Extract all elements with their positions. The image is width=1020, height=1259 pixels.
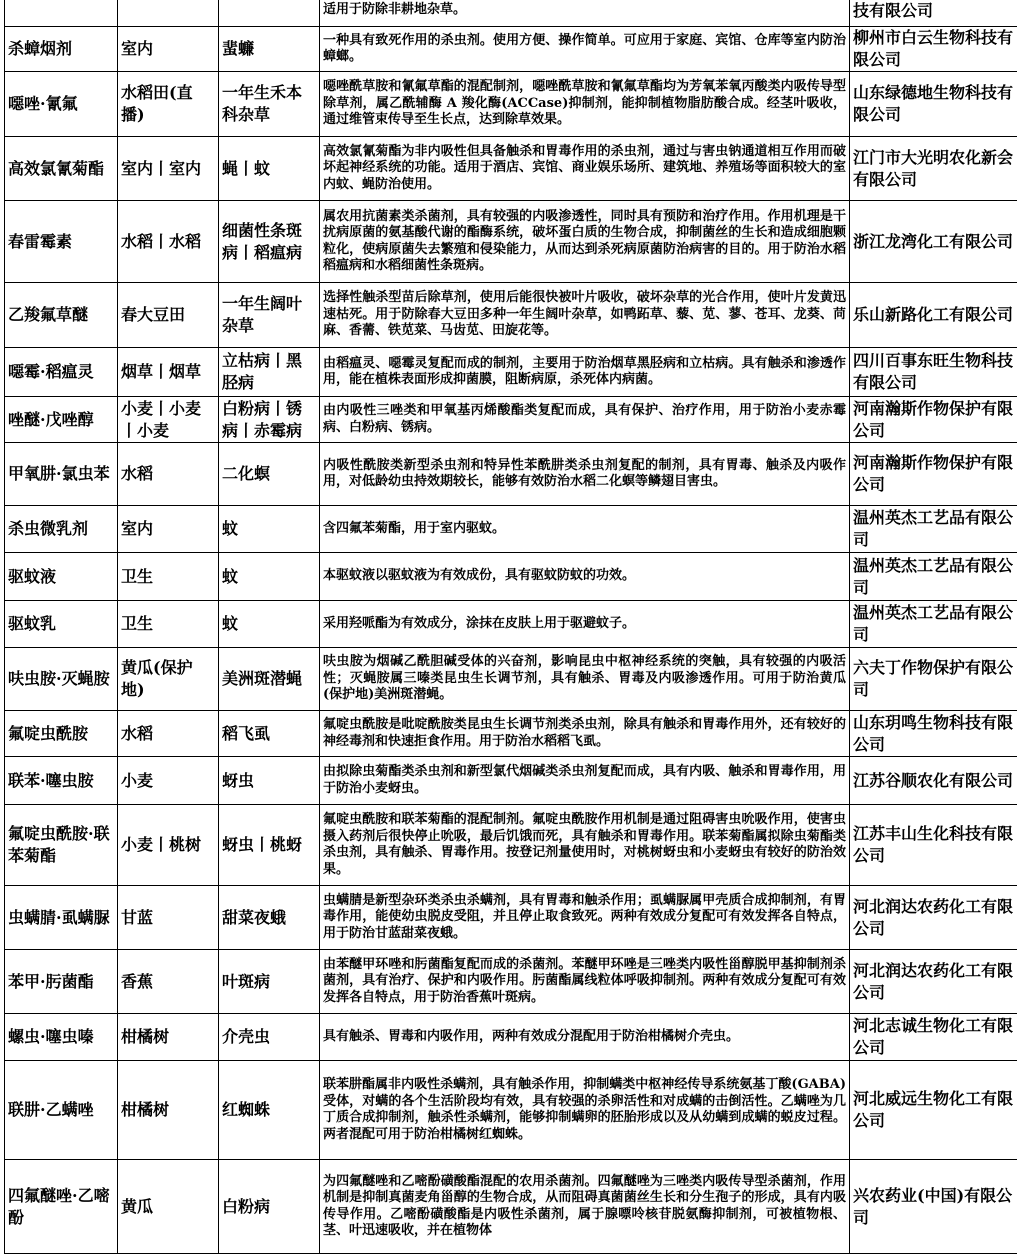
company-cell: 河北润达农药化工有限公司 — [850, 886, 1018, 950]
company-cell: 浙江龙湾化工有限公司 — [850, 201, 1018, 283]
description-cell: 呋虫胺为烟碱乙酰胆碱受体的兴奋剂，影响昆虫中枢神经系统的突触，具有较强的内吸活性；灭蝇胺属三嗪类昆虫生长调节剂，具有触杀、胃毒及内吸渗透作用。可用于防治黄瓜(保护地)美洲斑潜蝇。 — [320, 648, 850, 711]
company-cell: 江苏谷顺农化有限公司 — [850, 757, 1018, 805]
table-row — [5, 886, 1018, 950]
description-cell: 由苯醚甲环唑和肟菌酯复配而成的杀菌剂。苯醚甲环唑是三唑类内吸性甾醇脱甲基抑制剂杀菌剂，具有治疗、保护和内吸作用。肟菌酯属线粒体呼吸抑制剂。两种有效成分复配可有效发挥各自特点，用于防治香蕉叶斑病。 — [320, 950, 850, 1014]
product-name-cell: 苯甲·肟菌酯 — [5, 950, 118, 1014]
company-cell: 河南瀚斯作物保护有限公司 — [850, 397, 1018, 443]
target-pest-cell: 蜚蠊 — [219, 27, 320, 72]
table-row — [5, 757, 1018, 805]
description-cell: 含四氟苯菊酯，用于室内驱蚊。 — [320, 506, 850, 553]
crop-cell: 甘蓝 — [118, 886, 219, 950]
target-pest-cell: 介壳虫 — [219, 1014, 320, 1061]
crop-cell: 水稻丨水稻 — [118, 201, 219, 283]
crop-cell: 烟草丨烟草 — [118, 348, 219, 397]
description-cell: 为四氟醚唑和乙嘧酚磺酸酯混配的农用杀菌剂。四氟醚唑为三唑类内吸传导型杀菌剂，作用机制是抑制真菌麦角甾醇的生物合成，从而阻碍真菌菌丝生长和分生孢子的形成，具有内吸传导作用。乙嘧酚磺酸酯是内吸性杀菌剂，属于腺嘌呤核苷脱氨酶抑制剂，可被植物根、茎、叶迅速吸收，并在植物体 — [320, 1160, 850, 1254]
crop-cell: 室内 — [118, 506, 219, 553]
company-cell: 兴农药业(中国)有限公司 — [850, 1160, 1018, 1254]
table-row — [5, 137, 1018, 201]
pesticide-registration-table — [4, 0, 1017, 1254]
description-cell: 噁唑酰草胺和氰氟草酯的混配制剂，噁唑酰草胺和氰氟草酯均为芳氧苯氧丙酸类内吸传导型除草剂，属乙酰辅酶 A 羧化酶(ACCase)抑制剂，能抑制植物脂肪酸合成。经茎叶吸收，通过维管束传导至生长点，达到除草效果。 — [320, 72, 850, 137]
description-cell: 一种具有致死作用的杀虫剂。使用方便、操作简单。可应用于家庭、宾馆、仓库等室内防治蟑螂。 — [320, 27, 850, 72]
target-pest-cell: 蚜虫丨桃蚜 — [219, 805, 320, 886]
product-name-cell: 杀虫微乳剂 — [5, 506, 118, 553]
product-name-cell: 乙羧氟草醚 — [5, 283, 118, 348]
company-cell: 温州英杰工艺品有限公司 — [850, 553, 1018, 601]
target-pest-cell: 蚊 — [219, 553, 320, 601]
company-cell: 温州英杰工艺品有限公司 — [850, 601, 1018, 648]
target-pest-cell: 蝇丨蚊 — [219, 137, 320, 201]
crop-cell: 水稻 — [118, 443, 219, 506]
crop-cell — [118, 0, 219, 27]
product-name-cell: 甲氧肼·氯虫苯 — [5, 443, 118, 506]
product-name-cell: 噁霉·稻瘟灵 — [5, 348, 118, 397]
crop-cell: 卫生 — [118, 553, 219, 601]
product-name-cell: 螺虫·噻虫嗪 — [5, 1014, 118, 1061]
description-cell: 氟啶虫酰胺是吡啶酰胺类昆虫生长调节剂类杀虫剂，除具有触杀和胃毒作用外，还有较好的神经毒剂和快速拒食作用。用于防治水稻稻飞虱。 — [320, 711, 850, 757]
crop-cell: 小麦丨小麦丨小麦 — [118, 397, 219, 443]
crop-cell: 水稻 — [118, 711, 219, 757]
crop-cell: 小麦 — [118, 757, 219, 805]
crop-cell: 室内 — [118, 27, 219, 72]
description-cell: 适用于防除非耕地杂草。 — [320, 0, 850, 27]
description-cell: 内吸性酰胺类新型杀虫剂和特异性苯酰肼类杀虫剂复配的制剂，具有胃毒、触杀及内吸作用，对低龄幼虫持效期较长，能够有效防治水稻二化螟等鳞翅目害虫。 — [320, 443, 850, 506]
target-pest-cell: 白粉病 — [219, 1160, 320, 1254]
company-cell: 山东玥鸣生物科技有限公司 — [850, 711, 1018, 757]
crop-cell: 春大豆田 — [118, 283, 219, 348]
company-cell: 河北威远生物化工有限公司 — [850, 1061, 1018, 1160]
table-body — [5, 0, 1018, 1254]
table-row — [5, 553, 1018, 601]
description-cell: 由稻瘟灵、噁霉灵复配而成的制剂，主要用于防治烟草黑胫病和立枯病。具有触杀和渗透作用，能在植株表面形成抑菌膜，阻断病原，杀死体内病菌。 — [320, 348, 850, 397]
product-name-cell: 杀蟑烟剂 — [5, 27, 118, 72]
product-name-cell: 春雷霉素 — [5, 201, 118, 283]
target-pest-cell: 一年生禾本科杂草 — [219, 72, 320, 137]
table-row — [5, 711, 1018, 757]
description-cell: 联苯肼酯属非内吸性杀螨剂，具有触杀作用，抑制螨类中枢神经传导系统氨基丁酸(GABA)受体，对螨的各个生活阶段均有效，具有较强的杀卵活性和对成螨的击倒活性。乙螨唑为几丁质合成抑制剂，触杀性杀螨剂，能够抑制螨卵的胚胎形成以及从幼螨到成螨的蜕皮过程。两者混配可用于防治柑橘树红蜘蛛。 — [320, 1061, 850, 1160]
table-row — [5, 950, 1018, 1014]
target-pest-cell: 细菌性条斑病丨稻瘟病 — [219, 201, 320, 283]
company-cell: 技有限公司 — [850, 0, 1018, 27]
target-pest-cell: 红蜘蛛 — [219, 1061, 320, 1160]
crop-cell: 柑橘树 — [118, 1014, 219, 1061]
crop-cell: 柑橘树 — [118, 1061, 219, 1160]
product-name-cell: 驱蚊乳 — [5, 601, 118, 648]
description-cell: 具有触杀、胃毒和内吸作用，两种有效成分混配用于防治柑橘树介壳虫。 — [320, 1014, 850, 1061]
target-pest-cell: 白粉病丨锈病丨赤霉病 — [219, 397, 320, 443]
product-name-cell: 氟啶虫酰胺 — [5, 711, 118, 757]
table-row — [5, 506, 1018, 553]
table-row — [5, 1160, 1018, 1254]
table-row — [5, 72, 1018, 137]
crop-cell: 卫生 — [118, 601, 219, 648]
target-pest-cell: 二化螟 — [219, 443, 320, 506]
document-page — [4, 0, 1017, 1259]
target-pest-cell: 立枯病丨黑胫病 — [219, 348, 320, 397]
crop-cell: 香蕉 — [118, 950, 219, 1014]
table-row — [5, 601, 1018, 648]
table-row — [5, 283, 1018, 348]
description-cell: 虫螨腈是新型杂环类杀虫杀螨剂，具有胃毒和触杀作用；虱螨脲属甲壳质合成抑制剂，有胃毒作用，能使幼虫脱皮受阻，并且停止取食致死。两种有效成分复配可有效发挥各自特点，用于防治甘蓝甜菜夜蛾。 — [320, 886, 850, 950]
description-cell: 高效氯氰菊酯为非内吸性但具备触杀和胃毒作用的杀虫剂，通过与害虫钠通道相互作用而破坏起神经系统的功能。适用于酒店、宾馆、商业娱乐场所、建筑地、养殖场等面积较大的室内蚊、蝇防治使用。 — [320, 137, 850, 201]
table-row — [5, 201, 1018, 283]
product-name-cell — [5, 0, 118, 27]
description-cell: 氟啶虫酰胺和联苯菊酯的混配制剂。氟啶虫酰胺作用机制是通过阻碍害虫吮吸作用，使害虫摄入药剂后很快停止吮吸，最后饥饿而死，具有触杀和胃毒作用。联苯菊酯属拟除虫菊酯类杀虫剂，具有触杀、胃毒作用。按登记剂量使用时，对桃树蚜虫和小麦蚜虫有较好的防治效果。 — [320, 805, 850, 886]
target-pest-cell: 美洲斑潜蝇 — [219, 648, 320, 711]
description-cell: 由内吸性三唑类和甲氧基丙烯酸酯类复配而成，具有保护、治疗作用，用于防治小麦赤霉病、白粉病、锈病。 — [320, 397, 850, 443]
target-pest-cell: 甜菜夜蛾 — [219, 886, 320, 950]
description-cell: 采用羟哌酯为有效成分，涂抹在皮肤上用于驱避蚊子。 — [320, 601, 850, 648]
product-name-cell: 呋虫胺·灭蝇胺 — [5, 648, 118, 711]
company-cell: 河北润达农药化工有限公司 — [850, 950, 1018, 1014]
crop-cell: 水稻田(直播) — [118, 72, 219, 137]
table-row — [5, 805, 1018, 886]
product-name-cell: 联肼·乙螨唑 — [5, 1061, 118, 1160]
company-cell: 乐山新路化工有限公司 — [850, 283, 1018, 348]
table-row — [5, 1061, 1018, 1160]
description-cell: 属农用抗菌素类杀菌剂，具有较强的内吸渗透性，同时具有预防和治疗作用。作用机理是干扰病原菌的氨基酸代谢的酯酶系统，破坏蛋白质的生物合成，抑制菌丝的生长和造成细胞颗粒化，使病原菌失去繁殖和侵染能力，从而达到杀死病原菌防治病害的目的。用于防治水稻稻瘟病和水稻细菌性条斑病。 — [320, 201, 850, 283]
company-cell: 河南瀚斯作物保护有限公司 — [850, 443, 1018, 506]
product-name-cell: 驱蚊液 — [5, 553, 118, 601]
company-cell: 六夫丁作物保护有限公司 — [850, 648, 1018, 711]
company-cell: 河北志诚生物化工有限公司 — [850, 1014, 1018, 1061]
target-pest-cell: 一年生阔叶杂草 — [219, 283, 320, 348]
target-pest-cell — [219, 0, 320, 27]
table-row — [5, 0, 1018, 27]
company-cell: 柳州市白云生物科技有限公司 — [850, 27, 1018, 72]
description-cell: 由拟除虫菊酯类杀虫剂和新型氯代烟碱类杀虫剂复配而成，具有内吸、触杀和胃毒作用，用于防治小麦蚜虫。 — [320, 757, 850, 805]
table-row — [5, 397, 1018, 443]
company-cell: 江门市大光明农化新会有限公司 — [850, 137, 1018, 201]
table-row — [5, 27, 1018, 72]
target-pest-cell: 叶斑病 — [219, 950, 320, 1014]
target-pest-cell: 蚊 — [219, 506, 320, 553]
target-pest-cell: 稻飞虱 — [219, 711, 320, 757]
table-row — [5, 1014, 1018, 1061]
product-name-cell: 高效氯氰菊酯 — [5, 137, 118, 201]
company-cell: 江苏丰山生化科技有限公司 — [850, 805, 1018, 886]
table-row — [5, 648, 1018, 711]
product-name-cell: 噁唑·氰氟 — [5, 72, 118, 137]
crop-cell: 小麦丨桃树 — [118, 805, 219, 886]
crop-cell: 黄瓜(保护地) — [118, 648, 219, 711]
company-cell: 温州英杰工艺品有限公司 — [850, 506, 1018, 553]
company-cell: 四川百事东旺生物科技有限公司 — [850, 348, 1018, 397]
crop-cell: 室内丨室内 — [118, 137, 219, 201]
description-cell: 选择性触杀型苗后除草剂，使用后能很快被叶片吸收，破坏杂草的光合作用，使叶片发黄迅速枯死。用于防除春大豆田多种一年生阔叶杂草，如鸭跖草、藜、苋、蓼、苍耳、龙葵、苘麻、香薷、铁苋菜、马齿苋、田旋花等。 — [320, 283, 850, 348]
product-name-cell: 氟啶虫酰胺·联苯菊酯 — [5, 805, 118, 886]
product-name-cell: 联苯·噻虫胺 — [5, 757, 118, 805]
target-pest-cell: 蚊 — [219, 601, 320, 648]
target-pest-cell: 蚜虫 — [219, 757, 320, 805]
description-cell: 本驱蚊液以驱蚊液为有效成份，具有驱蚊防蚊的功效。 — [320, 553, 850, 601]
table-row — [5, 348, 1018, 397]
product-name-cell: 四氟醚唑·乙嘧酚 — [5, 1160, 118, 1254]
company-cell: 山东绿德地生物科技有限公司 — [850, 72, 1018, 137]
table-row — [5, 443, 1018, 506]
crop-cell: 黄瓜 — [118, 1160, 219, 1254]
product-name-cell: 虫螨腈·虱螨脲 — [5, 886, 118, 950]
product-name-cell: 唑醚·戊唑醇 — [5, 397, 118, 443]
